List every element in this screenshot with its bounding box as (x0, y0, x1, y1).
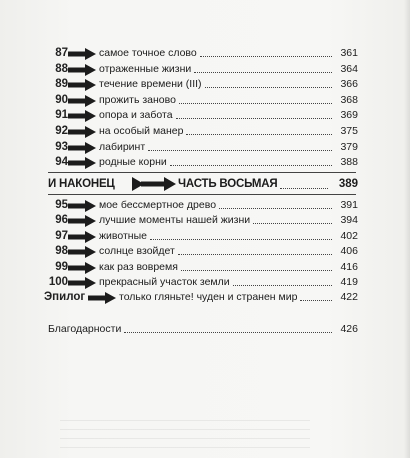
arrow-right-icon (68, 109, 96, 121)
arrow-right-icon (68, 47, 96, 59)
page-number: 402 (340, 229, 358, 242)
toc-entry[interactable] (0, 62, 410, 76)
chapter-title: самое точное слово (99, 47, 197, 59)
dotted-leader (205, 87, 332, 88)
toc-entry[interactable] (0, 275, 410, 289)
dotted-leader (179, 103, 332, 104)
page-number: 422 (340, 291, 358, 304)
chapter-number: 96 (55, 214, 68, 227)
dotted-leader (194, 72, 332, 73)
page-number: 394 (340, 214, 358, 227)
page-number: 379 (340, 140, 358, 153)
dotted-leader (253, 223, 332, 224)
divider-line (48, 194, 356, 195)
page-number: 361 (340, 47, 358, 59)
part-title: ЧАСТЬ ВОСЬМАЯ (178, 178, 278, 190)
toc-entry[interactable] (0, 77, 410, 91)
page-number: 391 (340, 199, 358, 211)
arrow-right-icon (68, 125, 96, 137)
dotted-leader (200, 56, 332, 57)
page-number: 406 (340, 245, 358, 258)
chapter-number: 91 (55, 109, 68, 122)
bleed-through-text (60, 420, 310, 450)
page-number: 369 (340, 109, 358, 122)
chapter-number: 88 (55, 62, 68, 75)
acknowledgements-title: Благодарности (48, 323, 122, 335)
chapter-title: только гляньте! чуден и странен мир (119, 291, 298, 304)
chapter-number: 87 (55, 47, 68, 59)
chapter-number: 92 (55, 125, 68, 137)
chapter-title: на особый манер (99, 125, 184, 137)
page-number: 375 (340, 125, 358, 137)
toc-entry[interactable] (0, 140, 410, 154)
toc-entry[interactable] (0, 260, 410, 274)
page-number: 388 (340, 156, 358, 169)
chapter-number: 95 (55, 199, 68, 211)
chapter-title: родные корни (99, 156, 167, 169)
chapter-title: прожить заново (99, 93, 176, 106)
arrow-right-icon (68, 63, 96, 75)
chapter-title: лучшие моменты нашей жизни (99, 214, 251, 227)
arrow-right-icon (68, 276, 96, 288)
chapter-title: отраженные жизни (99, 62, 192, 75)
chapter-number: 90 (55, 93, 68, 106)
dotted-leader (148, 150, 332, 151)
toc-entry[interactable] (0, 198, 410, 212)
toc-entry[interactable] (0, 108, 410, 122)
dotted-leader (170, 165, 332, 166)
arrow-right-icon (68, 245, 96, 257)
chapter-title: животные (99, 229, 147, 242)
page-number: 416 (340, 260, 358, 273)
dotted-leader (280, 188, 328, 189)
chapter-title: как раз вовремя (99, 260, 178, 273)
double-arrow-icon (132, 177, 176, 191)
dotted-leader (219, 208, 332, 209)
acknowledgements-entry[interactable] (0, 322, 410, 336)
toc-entry[interactable] (0, 244, 410, 258)
toc-entry[interactable] (0, 124, 410, 138)
chapter-title: течение времени (III) (99, 78, 202, 91)
chapter-number: 93 (55, 140, 68, 153)
chapter-title: прекрасный участок земли (99, 276, 230, 288)
chapter-number: 94 (55, 156, 68, 169)
arrow-right-icon (68, 141, 96, 153)
toc-entry[interactable] (0, 93, 410, 107)
arrow-right-icon (68, 230, 96, 242)
page-number: 364 (340, 62, 358, 75)
arrow-right-icon (68, 199, 96, 211)
chapter-title: опора и забота (99, 109, 173, 122)
toc-entry[interactable] (0, 46, 410, 60)
toc-entry[interactable] (0, 213, 410, 227)
page-number: 366 (340, 78, 358, 91)
toc-entry[interactable] (0, 229, 410, 243)
chapter-number: 99 (55, 260, 68, 273)
arrow-right-icon (68, 261, 96, 273)
dotted-leader (181, 270, 332, 271)
arrow-right-icon (88, 291, 116, 303)
part-prefix: И НАКОНЕЦ (48, 178, 115, 190)
chapter-title: солнце взойдет (99, 245, 175, 258)
chapter-number: 97 (55, 229, 68, 242)
arrow-right-icon (68, 156, 96, 168)
chapter-number: 89 (55, 78, 68, 91)
chapter-number: 98 (55, 245, 68, 258)
page-number: 419 (340, 276, 358, 288)
dotted-leader (150, 239, 332, 240)
chapter-title: лабиринт (99, 140, 146, 153)
arrow-right-icon (68, 94, 96, 106)
chapter-title: мое бессмертное древо (99, 199, 217, 211)
dotted-leader (186, 134, 332, 135)
dotted-leader (176, 118, 332, 119)
arrow-right-icon (68, 78, 96, 90)
arrow-right-icon (68, 214, 96, 226)
page-number: 368 (340, 93, 358, 106)
chapter-number: Эпилог (44, 291, 86, 304)
dotted-leader (124, 332, 332, 333)
toc-entry[interactable] (0, 290, 410, 304)
page-number: 426 (340, 323, 358, 335)
chapter-number: 100 (48, 276, 68, 288)
divider-line (48, 172, 356, 173)
dotted-leader (178, 254, 332, 255)
dotted-leader (233, 285, 332, 286)
page-number: 389 (338, 178, 358, 190)
dotted-leader (300, 300, 332, 301)
part-heading[interactable] (0, 175, 410, 193)
toc-entry[interactable] (0, 155, 410, 169)
